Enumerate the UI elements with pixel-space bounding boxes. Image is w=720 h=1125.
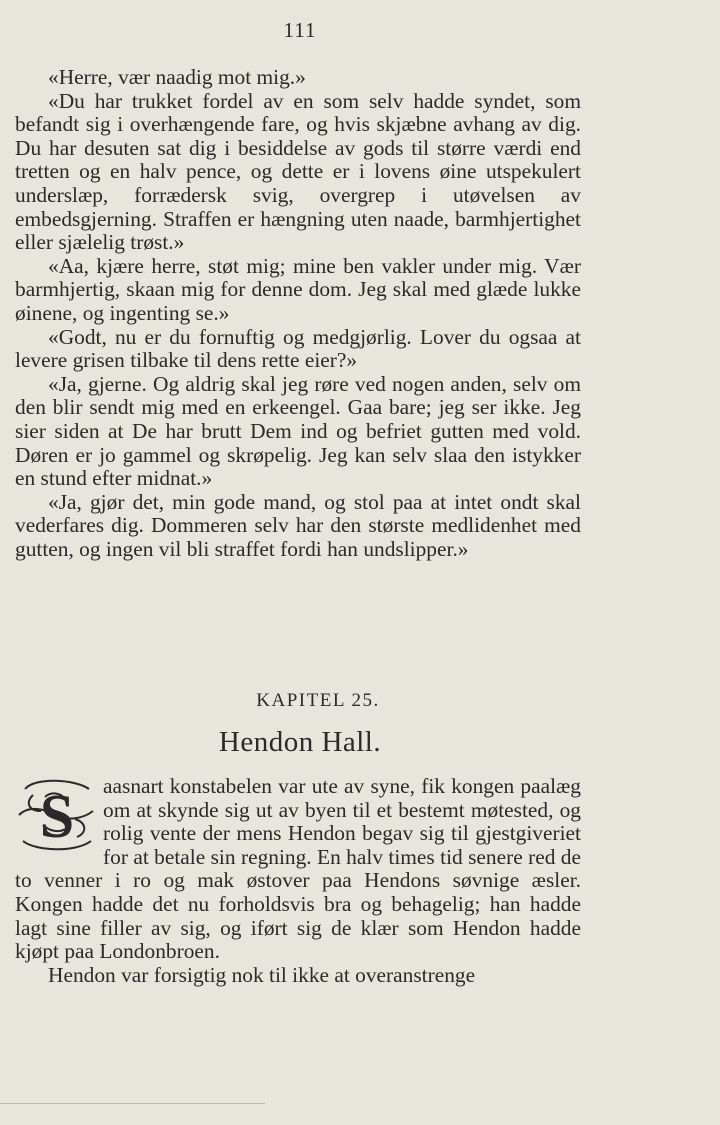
paragraph: «Ja, gjør det, min gode mand, og stol paa at intet ondt skal vederfares dig. Dommeren selv har den største medlidenhet med gutten, og ingen vil bli straffet fordi han undslipper.» (15, 489, 581, 561)
paragraph: «Godt, nu er du fornuftig og medgjørlig. Lover du ogsaa at levere grisen tilbake til dens rette eier?» (15, 324, 581, 373)
paragraph: Hendon var forsigtig nok til ikke at overanstrenge (48, 962, 476, 987)
page-edge-line (0, 1103, 265, 1104)
chapter-first-paragraph: aasnart konstabelen var ute av syne, fik kongen paalæg om at skynde sig ut av byen til et bestemt møtested, og rolig vente der mens Hendon begav sig til gjestgiveriet for at betale sin regning. En halv times tid senere red de to venner i ro og mak østover paa Hendons søvnige æsler. Kongen hadde det nu forholdsvis bra og behagelig; han hadde lagt sine filler av sig, og iført sig de klær som Hendon hadde kjøpt paa Londonbroen. (15, 774, 581, 964)
page-number: 111 (283, 18, 317, 42)
chapter-title: Hendon Hall. (218, 726, 382, 758)
chapter-label: KAPITEL 25. (256, 690, 380, 711)
paragraph: «Ja, gjerne. Og aldrig skal jeg røre ved nogen anden, selv om den blir sendt mig med en erkeengel. Gaa bare; jeg ser ikke. Jeg sier siden at De har brutt Dem ind og befriet gutten med vold. Døren er jo gammel og skrøpelig. Jeg kan selv slaa den istykker en stund efter midnat.» (15, 371, 581, 491)
body-text (15, 66, 581, 561)
dropcap-letter: S (39, 783, 75, 851)
paragraph: «Aa, kjære herre, støt mig; mine ben vakler under mig. Vær barmhjertig, skaan mig for denne dom. Jeg skal med glæde lukke øinene, og ingenting se.» (15, 253, 581, 325)
chapter-body (15, 775, 581, 987)
dropcap-ornament (15, 775, 100, 855)
paragraph: «Du har trukket fordel av en som selv hadde syndet, som befandt sig i overhængende fare, og hvis skjæbne avhang av dig. Du har desuten sat dig i besiddelse av gods til større værdi end tretten og en halv pence, og dette er i lovens øine utspekulert underslæp, forrædersk svig, overgrep i utøvelsen av embedsgjerning. Straffen er hængning uten naade, barmhjertighet eller sjælelig trøst.» (15, 88, 581, 255)
paragraph: «Herre, vær naadig mot mig.» (48, 65, 306, 89)
